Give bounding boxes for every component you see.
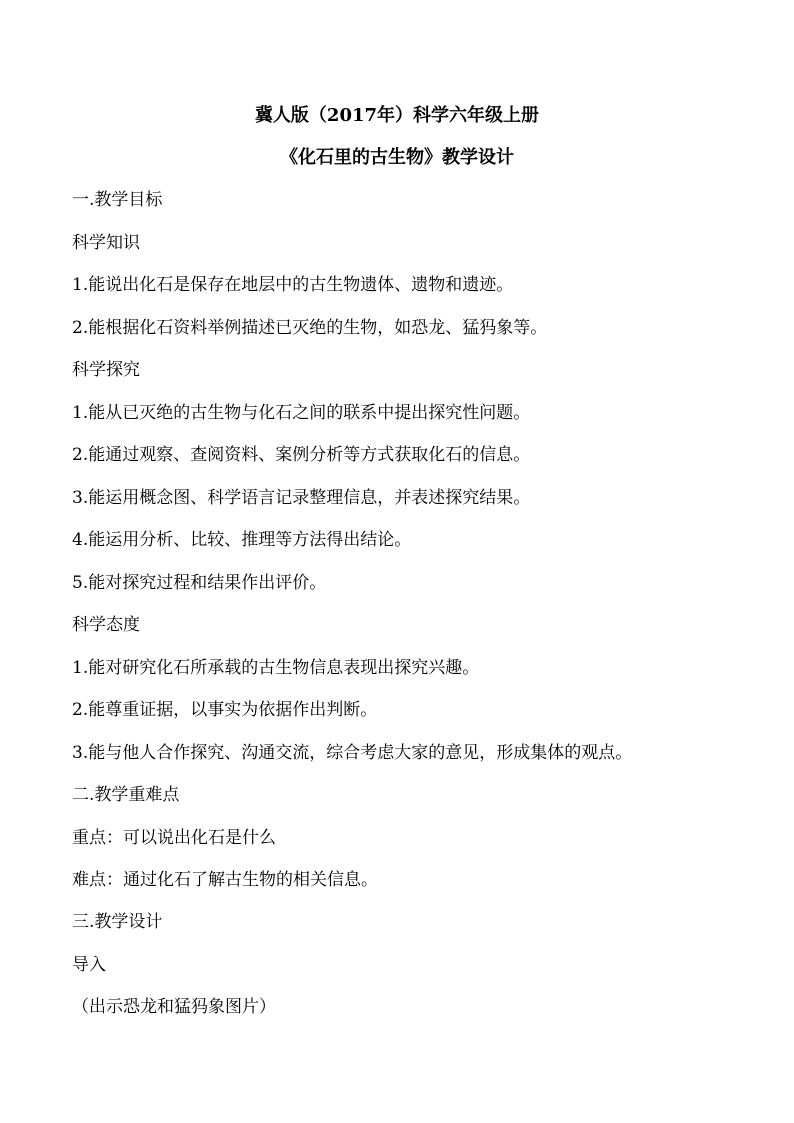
subheading-introduction: 导入 <box>72 955 106 975</box>
list-item: 1.能对研究化石所承载的古生物信息表现出探究兴趣。 <box>72 658 480 678</box>
list-item: 1.能说出化石是保存在地层中的古生物遗体、遗物和遗迹。 <box>72 275 514 295</box>
section-heading-design: 三.教学设计 <box>72 912 163 932</box>
document-subtitle: 《化石里的古生物》教学设计 <box>280 147 514 168</box>
stage-direction: （出示恐龙和猛犸象图片） <box>72 997 276 1017</box>
list-item: 4.能运用分析、比较、推理等方法得出结论。 <box>72 530 412 550</box>
list-item: 3.能与他人合作探究、沟通交流，综合考虑大家的意见，形成集体的观点。 <box>72 743 633 763</box>
document-title: 冀人版（2017年）科学六年级上册 <box>254 105 540 126</box>
list-item: 5.能对探究过程和结果作出评价。 <box>72 573 327 593</box>
list-item: 1.能从已灭绝的古生物与化石之间的联系中提出探究性问题。 <box>72 403 531 423</box>
section-heading-objectives: 一.教学目标 <box>72 190 163 210</box>
list-item: 2.能尊重证据，以事实为依据作出判断。 <box>72 700 378 720</box>
difficult-point: 难点：通过化石了解古生物的相关信息。 <box>72 870 378 890</box>
subheading-inquiry: 科学探究 <box>72 360 140 380</box>
section-heading-key-points: 二.教学重难点 <box>72 785 180 805</box>
key-point: 重点：可以说出化石是什么 <box>72 828 276 848</box>
list-item: 2.能根据化石资料举例描述已灭绝的生物，如恐龙、猛犸象等。 <box>72 318 548 338</box>
list-item: 3.能运用概念图、科学语言记录整理信息，并表述探究结果。 <box>72 488 531 508</box>
list-item: 2.能通过观察、查阅资料、案例分析等方式获取化石的信息。 <box>72 445 531 465</box>
subheading-attitude: 科学态度 <box>72 615 140 635</box>
subheading-knowledge: 科学知识 <box>72 233 140 253</box>
